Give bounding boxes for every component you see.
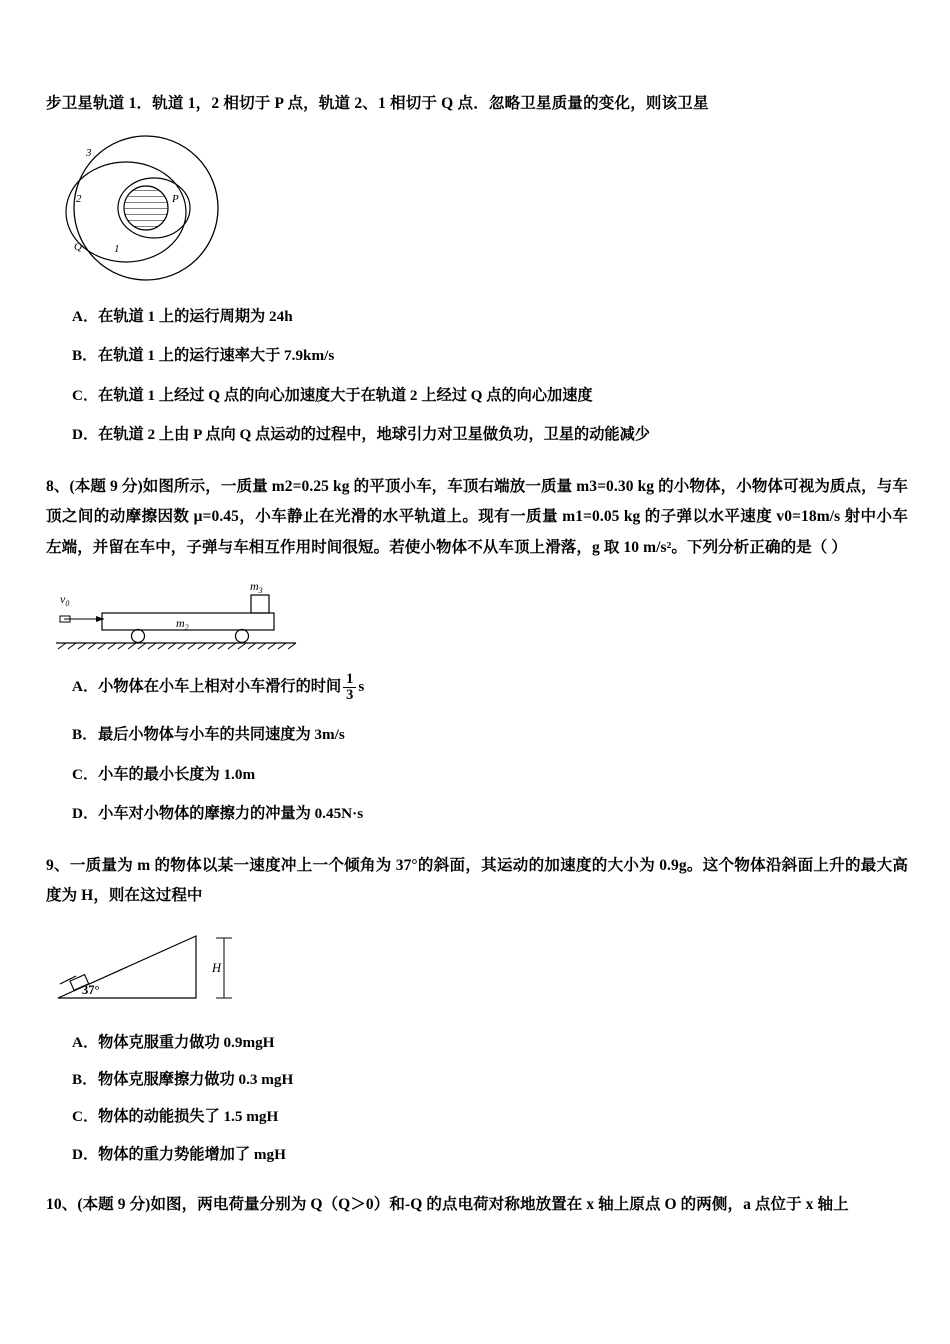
q8-number: 8、: [46, 478, 70, 496]
orbit-label-3: 3: [86, 147, 92, 160]
q8-score-note: (本题 9 分): [69, 478, 143, 496]
q9-option-a: [72, 1031, 908, 1055]
fraction-one-third: [343, 672, 356, 703]
option-label: B．: [72, 1070, 98, 1088]
label-m2: $m_2$: [176, 615, 189, 632]
orbit-label-1: 1: [114, 243, 120, 256]
q9-number: 9、: [46, 857, 70, 875]
q9-stem: [46, 851, 908, 911]
fraction-numerator: 1: [343, 672, 356, 688]
option-text: 物体的重力势能增加了 mgH: [98, 1145, 286, 1163]
option-label: C．: [72, 1108, 99, 1126]
q10-score-note: (本题 9 分): [77, 1195, 151, 1213]
option-text: 在轨道 1 上经过 Q 点的向心加速度大于在轨道 2 上经过 Q 点的向心加速度: [98, 386, 593, 404]
option-text: 小车对小物体的摩擦力的冲量为 0.45N·s: [98, 804, 364, 822]
q9-option-d: [72, 1143, 908, 1167]
option-text: 最后小物体与小车的共同速度为 3m/s: [98, 726, 345, 744]
q10-stem: [46, 1190, 908, 1220]
option-label: C．: [72, 386, 99, 404]
q9-stem-text: 一质量为 m 的物体以某一速度冲上一个倾角为 37°的斜面，其运动的加速度的大小为 0.9g。这个物体沿斜面上升的最大高度为 H，则在这过程中: [46, 857, 908, 905]
option-text: 物体克服摩擦力做功 0.3 mgH: [98, 1070, 294, 1088]
q10-stem-text: 如图，两电荷量分别为 Q（Q＞0）和-Q 的点电荷对称地放置在 x 轴上原点 O 的两侧，a 点位于 x 轴上: [150, 1195, 849, 1213]
page-content: [46, 92, 908, 1220]
orbit-label-P: P: [172, 193, 179, 206]
option-label: C．: [72, 765, 99, 783]
option-label: D．: [72, 804, 99, 822]
q9-option-c: [72, 1105, 908, 1129]
q7-option-a: [72, 305, 908, 329]
q7-option-d: [72, 423, 908, 447]
option-text: 在轨道 2 上由 P 点向 Q 点运动的过程中，地球引力对卫星做负功，卫星的动能减少: [98, 425, 650, 443]
label-height-H: H: [212, 960, 222, 975]
q10-number: 10、: [46, 1195, 78, 1213]
option-label: B．: [72, 726, 98, 744]
satellite-orbit-figure: [46, 130, 908, 295]
orbit-label-2: 2: [76, 193, 82, 206]
option-text: 物体的动能损失了 1.5 mgH: [98, 1108, 279, 1126]
orbit-diagram-svg: [46, 130, 276, 290]
q7-option-c: [72, 384, 908, 408]
option-text: 物体克服重力做功 0.9mgH: [98, 1033, 275, 1051]
label-angle-37: 37°: [82, 982, 100, 997]
cart-diagram-svg: [46, 577, 336, 657]
option-label: D．: [72, 425, 99, 443]
option-text-prefix: 小物体在小车上相对小车滑行的时间: [98, 678, 342, 696]
option-text-suffix: s: [358, 678, 365, 696]
orbit-label-Q: Q: [74, 241, 82, 254]
q7-option-b: [72, 344, 908, 368]
q9-option-b: [72, 1068, 908, 1092]
incline-figure: [46, 926, 908, 1021]
q8-option-c: [72, 763, 908, 787]
fraction-denominator: 3: [346, 687, 354, 704]
option-label: A．: [72, 1033, 99, 1051]
q8-stem-text: 如图所示，一质量 m2=0.25 kg 的平顶小车，车顶右端放一质量 m3=0.30 kg 的小物体，小物体可视为质点，与车顶之间的动摩擦因数 μ=0.45，小车静止在光滑的水平轨道上。现有一质量 m1=0.05 kg 的子弹以水平速度 v0=18m/s 射中小车左端，并留在车中，子弹与车相互作用时间很短。若使小物体不从车顶上滑落，g 取 10 m/s²。下列分析正确的是（ ）: [46, 478, 909, 556]
option-label: B．: [72, 347, 98, 365]
option-text: 小车的最小长度为 1.0m: [98, 765, 256, 783]
option-text: 在轨道 1 上的运行周期为 24h: [98, 308, 293, 326]
q8-option-d: [72, 802, 908, 826]
top-fragment-text: 步卫星轨道 1．轨道 1，2 相切于 P 点，轨道 2、1 相切于 Q 点．忽略卫星质量的变化，则该卫星: [46, 95, 709, 112]
incline-diagram-svg: [46, 926, 266, 1016]
option-label: D．: [72, 1145, 99, 1163]
q8-option-b: [72, 723, 908, 747]
label-m3: $m_3$: [250, 578, 263, 595]
option-label: A．: [72, 678, 99, 696]
q8-option-a: [72, 672, 908, 703]
label-v0: $v_0$: [60, 591, 70, 608]
cart-figure: [46, 577, 908, 662]
option-label: A．: [72, 308, 99, 326]
option-text: 在轨道 1 上的运行速率大于 7.9km/s: [98, 347, 335, 365]
q8-stem: [46, 472, 908, 563]
